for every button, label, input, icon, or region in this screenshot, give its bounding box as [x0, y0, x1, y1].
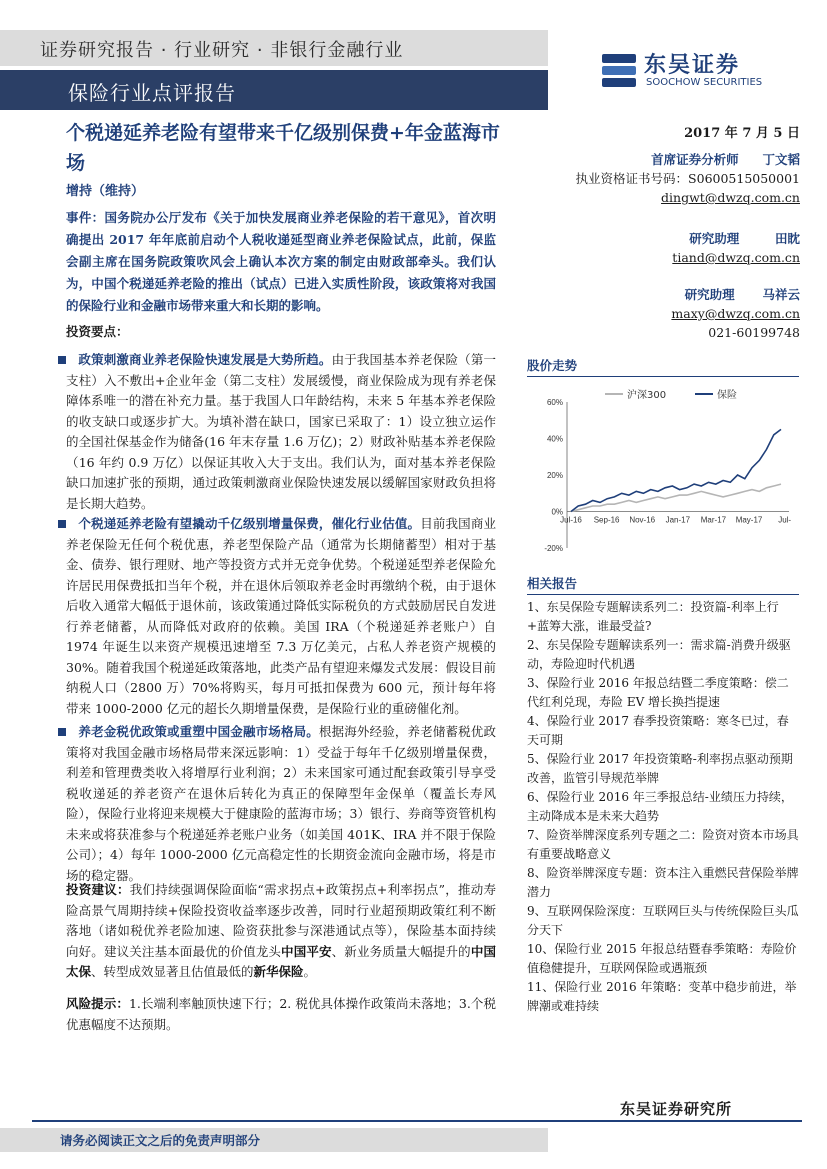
header-report-type-bar — [0, 70, 548, 110]
analyst-block-2 — [548, 229, 800, 267]
analyst-cert: 执业资格证书号码：S0600515050001 — [575, 171, 800, 186]
advice-text: 我们持续强调保险面临“需求拐点+政策拐点+利率拐点”，推动寿险高景气周期持续+保险投资收益率逐步改善，同时行业超预期政策红利不断落地（诸如税优养老险加速、险资获批参与深港通试点等），保险基本面持续向好。建议关注基本面最优的价值龙头 — [66, 882, 496, 959]
y-tick-label: 40% — [546, 434, 563, 444]
analyst-role: 研究助理 — [689, 231, 740, 246]
report-title: 个税递延养老险有望带来千亿级别保费+年金蓝海市场 — [66, 122, 500, 174]
advice-text: 。 — [303, 964, 317, 979]
risk-text: 1.长端利率触顶快速下行；2. 税优具体操作政策尚未落地；3.个税优惠幅度不达预期。 — [66, 996, 496, 1032]
y-tick-label: 20% — [546, 471, 563, 480]
price-trend-chart — [527, 380, 799, 575]
header-category-bar — [0, 30, 548, 66]
analyst-name: 丁文韬 — [762, 152, 800, 167]
bullet-square-icon — [58, 356, 66, 364]
related-report-item[interactable]: 7、险资举牌深度系列专题之二：险资对资本市场具有重要战略意义 — [527, 828, 799, 861]
disclaimer-text: 请务必阅读正文之后的免责声明部分 — [60, 1133, 261, 1148]
analyst-role: 首席证券分析师 — [651, 152, 739, 167]
report-rating: 增持（维持） — [66, 184, 145, 199]
investment-advice — [66, 880, 496, 983]
related-report-item[interactable]: 11、保险行业 2016 年策略：变革中稳步前进，举牌潮或难持续 — [527, 980, 797, 1013]
y-tick-label: 0% — [551, 507, 563, 517]
related-report-item[interactable]: 6、保险行业 2016 年三季报总结-业绩压力持续，主动降成本是未来大趋势 — [527, 790, 793, 823]
analyst-email-link[interactable]: maxy@dwzq.com.cn — [671, 306, 800, 321]
key-point-body: 根据海外经验，养老储蓄税优政策将对我国金融市场格局带来深远影响：1）受益于每年千亿级别增量保费，利差和管理费类收入将增厚行业利润；2）未来国家可通过配套政策引导享受税收递延的养老资产在退休后转化为真正的保障型年金保单（覆盖长寿风险），保险行业将迎来规模大于健康险的蓝海市场；3）银行、券商等资管机构未来或将获准参与个税递延养老账户业务（如美国 401K、IRA 并不限于保险公司）；4）每年 1000-2000 亿元高稳定性的长期资金流向金融市场，将是市场的稳定器。 — [66, 724, 496, 883]
analyst-phone: 021-60199748 — [708, 325, 800, 340]
logo-cn-text: 东吴证券 — [644, 53, 741, 78]
related-report-item[interactable]: 5、保险行业 2017 年投资策略-利率拐点驱动预期改善，监管引导规范举牌 — [527, 752, 793, 785]
footer-institute: 东吴证券研究所 — [620, 1100, 733, 1118]
report-date: 2017 年 7 月 5 日 — [684, 126, 800, 141]
key-point-lead: 个税递延养老险有望撬动千亿级别增量保费，催化行业估值。 — [78, 516, 421, 531]
advice-stock: 新华保险 — [253, 964, 304, 979]
analyst-block-1 — [548, 150, 800, 207]
y-tick-label: 60% — [546, 398, 563, 407]
logo-mark-icon — [600, 50, 640, 90]
key-point-body: 目前我国商业养老保险无任何个税优惠，养老型保险产品（通常为长期储蓄型）相对于基金、债券、银行理财、地产等投资方式并无竞争优势。个税递延型养老保险允许居民用保费抵扣当年个税，并在退休后领取养老金时再缴纳个税，由于退休后收入通常大幅低于退休前，该政策通过降低实际税负的方式鼓励居民自发进行养老储蓄，从而降低对政府的依赖。美国 IRA（个税递延养老账户）自 1974 年诞生以来资产规模迅速增至 7.3 万亿美元，占私人养老资产规模的 30%。随着我国个税递延政策落地，此类产品有望迎来爆发式发展：假设目前纳税人口（2800 万）70%将购买，每月可抵扣保费为 600 元，预计每年将带来 1000-2000 亿元的超长久期增量保费，是保险行业的重磅催化剂。 — [66, 516, 496, 716]
report-type-text: 保险行业点评报告 — [68, 81, 236, 105]
footer-divider — [32, 1120, 802, 1122]
legend-label: 保险 — [717, 390, 737, 401]
related-reports-heading: 相关报告 — [527, 574, 799, 595]
y-tick-label: -20% — [544, 544, 563, 553]
advice-text: 、新业务质量大幅提升的 — [331, 943, 471, 959]
legend-label: 沪深300 — [627, 390, 667, 401]
advice-text: 、转型成效显著且估值最低的 — [91, 964, 254, 979]
key-point-body: 由于我国基本养老保险（第一支柱）入不敷出+企业年金（第二支柱）发展缓慢，商业保险成为现有养老保障体系唯一的潜在补充力量。基于我国人口年龄结构，未来 5 年基本养老保险的收支缺口或逐步扩大。为填补潜在缺口，国家已采取了：1）设立独立运作的全国社保基金作为储备(16 年末存量 1.6 万亿)；2）财政补贴基本养老保险（16 年约 0.9 万亿）以保证其收入大于支出。我们认为，面对基本养老保险缺口加速扩张的预期，通过政策刺激商业保险快速发展以缓解国家财政负担将是长期大趋势。 — [66, 352, 496, 511]
series-line — [571, 429, 781, 511]
analyst-email-link[interactable]: dingwt@dwzq.com.cn — [661, 190, 800, 205]
disclaimer-bar — [0, 1128, 548, 1152]
analyst-block-3 — [548, 285, 800, 342]
x-tick-label: May-17 — [735, 515, 763, 525]
x-tick-label: Mar-17 — [700, 515, 727, 525]
related-report-item[interactable]: 3、保险行业 2016 年报总结暨二季度策略：偿二代红利兑现，寿险 EV 增长换挡提速 — [527, 676, 789, 709]
key-point-1 — [66, 350, 496, 514]
logo-en-text: SOOCHOW SECURITIES — [646, 77, 763, 88]
advice-stock: 中国平安 — [281, 943, 332, 959]
bullet-square-icon — [58, 520, 66, 528]
related-report-item[interactable]: 8、险资举牌深度专题：资本注入重燃民营保险举牌潜力 — [527, 866, 799, 899]
key-points-label: 投资要点： — [66, 324, 129, 339]
x-tick-label: Jul- — [778, 515, 792, 525]
advice-stock: 中国太保 — [66, 943, 496, 979]
related-report-item[interactable]: 1、东吴保险专题解读系列二：投资篇-利率上行+蓝筹大涨，谁最受益? — [527, 600, 779, 633]
related-report-item[interactable]: 4、保险行业 2017 春季投资策略：寒冬已过，春天可期 — [527, 714, 789, 747]
event-summary: 事件：国务院办公厅发布《关于加快发展商业养老保险的若干意见》，首次明确提出 2017 年年底前启动个人税收递延型商业养老保险试点，此前，保监会副主席在国务院政策吹风会上确认本次方案的制定由财政部牵头。我们认为，中国个税递延养老险的推出（试点）已进入实质性阶段，该政策将对我国的保险行业和金融市场带来重大和长期的影响。 — [66, 210, 496, 313]
bullet-square-icon — [58, 728, 66, 736]
price-trend-heading: 股价走势 — [527, 356, 799, 377]
header-category-text: 证券研究报告 · 行业研究 · 非银行金融行业 — [40, 40, 404, 61]
analyst-email-link[interactable]: tiand@dwzq.com.cn — [672, 250, 800, 265]
key-point-lead: 养老金税优政策或重塑中国金融市场格局。 — [78, 724, 319, 739]
key-point-lead: 政策刺激商业养老保险快速发展是大势所趋。 — [78, 352, 332, 367]
x-tick-label: Nov-16 — [629, 515, 656, 525]
company-logo — [600, 50, 800, 92]
key-point-2 — [66, 514, 496, 719]
related-report-item[interactable]: 10、保险行业 2015 年报总结暨春季策略：寿险价值稳健提升，互联网保险或遇瓶颈 — [527, 942, 797, 975]
analyst-name: 马祥云 — [762, 287, 800, 302]
x-tick-label: Jan-17 — [665, 515, 691, 525]
analyst-role: 研究助理 — [684, 287, 735, 302]
x-tick-label: Jul-16 — [560, 515, 582, 525]
advice-label: 投资建议： — [66, 882, 130, 897]
related-reports-list — [527, 598, 799, 1016]
risk-warning — [66, 994, 496, 1035]
related-report-item[interactable]: 9、互联网保险深度：互联网巨头与传统保险巨头瓜分天下 — [527, 904, 799, 937]
analyst-name: 田眈 — [774, 231, 800, 246]
x-tick-label: Sep-16 — [593, 515, 620, 525]
key-point-3 — [66, 722, 496, 886]
related-report-item[interactable]: 2、东吴保险专题解读系列一：需求篇-消费升级驱动，寿险迎时代机遇 — [527, 638, 791, 671]
risk-label: 风险提示： — [66, 996, 129, 1011]
